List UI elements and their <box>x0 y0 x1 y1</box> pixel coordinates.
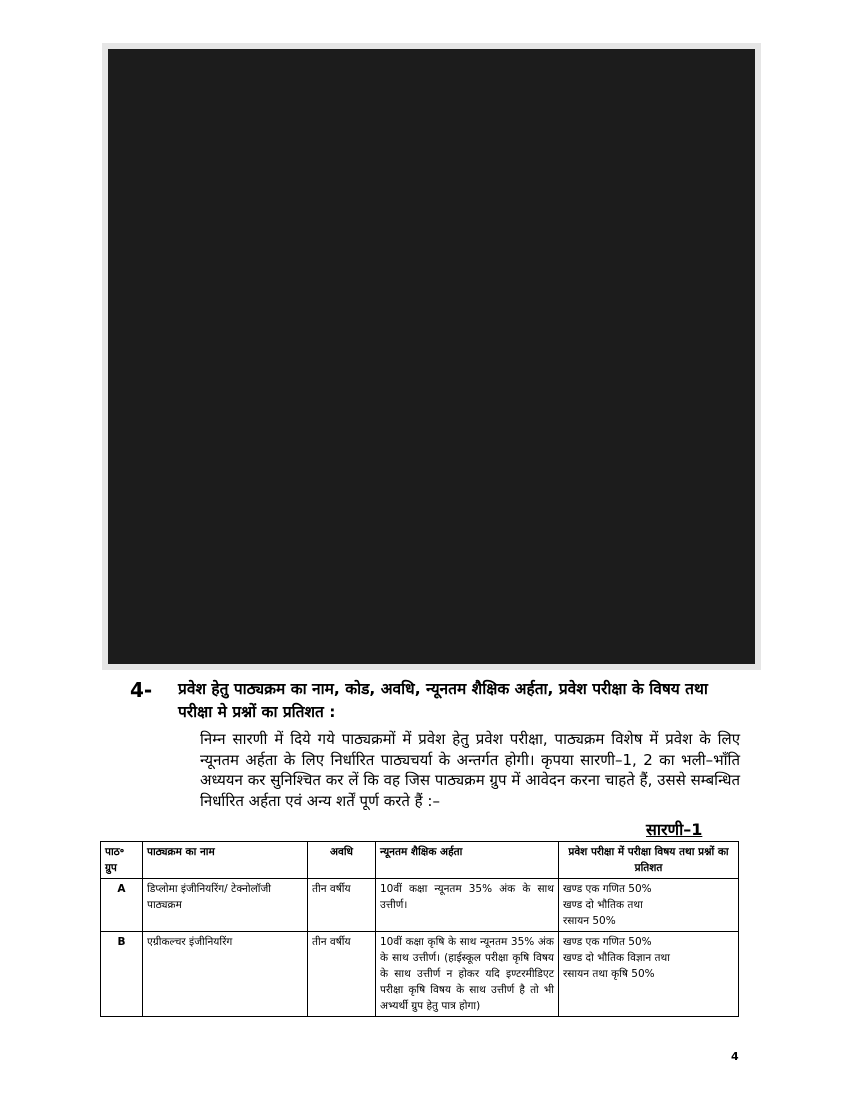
row-course: डिप्लोमा इंजीनियरिंग/ टेक्नोलॉजी पाठ्यक्रम <box>143 879 308 932</box>
photo-frame <box>102 43 761 670</box>
table-row <box>101 879 739 932</box>
row-course: एग्रीकल्चर इंजीनियरिंग <box>143 932 308 1017</box>
header-group: पाठ॰ ग्रुप <box>101 842 143 879</box>
row-exam <box>559 932 739 1017</box>
table-caption: सारणी–1 <box>646 820 703 839</box>
exam-line: खण्ड दो भौतिक विज्ञान तथा <box>563 952 670 964</box>
section-paragraph: निम्न सारणी में दिये गये पाठ्यक्रमों में प्रवेश हेतु प्रवेश परीक्षा, पाठ्यक्रम विशेष में प्रवेश के लिए न्यूनतम अर्हता के लिए निर्धारित पाठ्यचर्या के अन्तर्गत होगी। कृपया सारणी–1, 2 का भली–भाँति अध्ययन कर सुनिश्चित कर लें कि वह जिस पाठ्यक्रम ग्रुप में आवेदन करना चाहते हैं, उससे सम्बन्धित निर्धारित अर्हता एवं अन्य शर्तें पूर्ण करते हैं :– <box>200 730 740 810</box>
row-qualification: 10वीं कक्षा कृषि के साथ न्यूनतम 35% अंक के साथ उत्तीर्ण। (हाईस्कूल परीक्षा कृषि विषय के साथ उत्तीर्ण न होकर यदि इण्टरमीडिएट परीक्षा कृषि विषय के साथ उत्तीर्ण है तो भी अभ्यर्थी ग्रुप हेतु पात्र होगा) <box>376 932 559 1017</box>
row-qualification: 10वीं कक्षा न्यूनतम 35% अंक के साथ उत्तीर्ण। <box>376 879 559 932</box>
exam-line: खण्ड एक गणित 50% <box>563 883 652 895</box>
course-table <box>100 841 739 1017</box>
blacked-out-image <box>108 49 755 664</box>
table-header-row <box>101 842 739 879</box>
section-number: 4- <box>130 678 153 702</box>
header-exam: प्रवेश परीक्षा में परीक्षा विषय तथा प्रश्नों का प्रतिशत <box>559 842 739 879</box>
row-duration: तीन वर्षीय <box>308 932 376 1017</box>
header-qualification: न्यूनतम शैक्षिक अर्हता <box>376 842 559 879</box>
header-duration: अवधि <box>308 842 376 879</box>
row-group: B <box>101 932 143 1017</box>
exam-line: रसायन तथा कृषि 50% <box>563 968 655 980</box>
header-course: पाठ्यक्रम का नाम <box>143 842 308 879</box>
section-title: प्रवेश हेतु पाठ्यक्रम का नाम, कोड, अवधि, न्यूनतम शैक्षिक अर्हता, प्रवेश परीक्षा के विषय तथा परीक्षा मे प्रश्नों का प्रतिशत : <box>178 680 708 721</box>
exam-line: रसायन 50% <box>563 915 616 927</box>
table-row <box>101 932 739 1017</box>
row-exam <box>559 879 739 932</box>
row-group: A <box>101 879 143 932</box>
exam-line: खण्ड एक गणित 50% <box>563 936 652 948</box>
page-number: 4 <box>731 1050 739 1063</box>
row-duration: तीन वर्षीय <box>308 879 376 932</box>
exam-line: खण्ड दो भौतिक तथा <box>563 899 643 911</box>
